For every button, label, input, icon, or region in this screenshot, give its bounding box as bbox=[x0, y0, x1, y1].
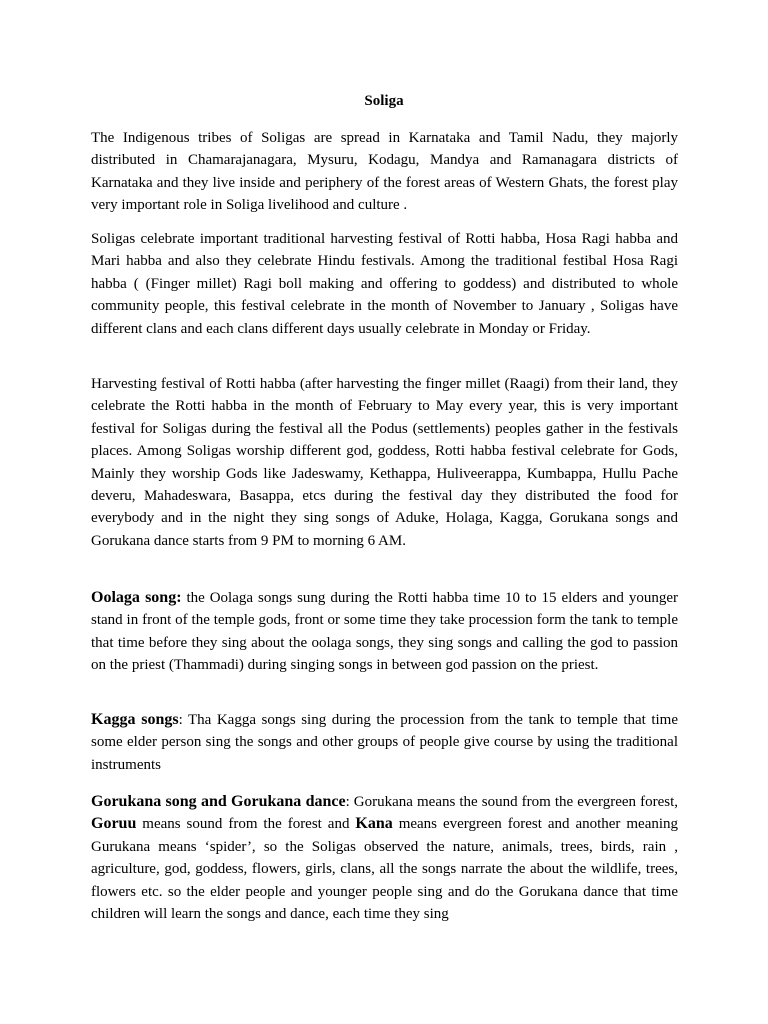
paragraph-festivals: Soligas celebrate important traditional harvesting festival of Rotti habba, Hosa Ragi habba and Mari habba and also they celebrate Hindu festivals. Among the traditional festibal Hosa Ragi habba ( (Finger millet) Ragi boll making and offering to goddess) and distributed to whole community people, this festival celebrate in the month of November to January , Soligas have different clans and each clans different days usually celebrate in Monday or Friday. bbox=[91, 231, 678, 337]
paragraph-oolaga-song bbox=[91, 587, 678, 677]
gorukana-term-goruu: Goruu bbox=[91, 815, 137, 833]
kagga-songs-heading: Kagga songs bbox=[91, 711, 179, 728]
gorukana-term-kana: Kana bbox=[355, 815, 393, 833]
paragraph-intro: The Indigenous tribes of Soligas are spread in Karnataka and Tamil Nadu, they majorly distributed in Chamarajanagara, Mysuru, Kodagu, Mandya and Ramanagara districts of Karnataka and they live inside and periphery of the forest areas of Western Ghats, the forest play very important role in Soliga livelihood and culture . bbox=[91, 130, 678, 214]
oolaga-song-heading: Oolaga song: bbox=[91, 589, 182, 606]
kagga-songs-text: : Tha Kagga songs sing during the procession from the tank to temple that time some elder person sing the songs and other groups of people give course by using the traditional instruments bbox=[91, 712, 679, 773]
paragraph-rotti-habba: Harvesting festival of Rotti habba (after harvesting the finger millet (Raagi) from their land, they celebrate the Rotti habba in the month of February to May every year, this is very important festival for Soligas during the festival all the Podus (settlements) peoples gather in the festivals places. Among Soligas worship different god, goddess, Rotti habba festival celebrate for Gods, Mainly they worship Gods like Jadeswamy, Kethappa, Huliveerappa, Kumbappa, Hullu Pache deveru, Mahadeswara, Basappa, etcs during the festival day they distributed the food for everybody and in the night they sing songs of Aduke, Holaga, Kagga, Gorukana songs and Gorukana dance starts from 9 PM to morning 6 AM. bbox=[91, 376, 678, 549]
gorukana-text-2: means sound from the forest and bbox=[136, 816, 356, 833]
paragraph-gorukana bbox=[91, 791, 678, 925]
oolaga-song-text: the Oolaga songs sung during the Rotti habba time 10 to 15 elders and younger stand in front of the temple gods, front or some time they take procession form the tank to temple that time before they sing about the oolaga songs, they sing songs and calling the god to passion on the priest (Thammadi) during singing songs in between god passion on the priest. bbox=[91, 590, 678, 674]
gorukana-text-3: means evergreen forest and another meaning Gurukana means ‘spider’, so the Soligas observed the nature, animals, trees, birds, rain , agriculture, god, goddess, flowers, girls, clans, all the songs narrate the about the wildlife, trees, flowers etc. so the elder people and younger people sing and do the Gorukana dance that time children will learn the songs and dance, each time they sing bbox=[91, 816, 679, 923]
document-title: Soliga bbox=[364, 93, 404, 109]
gorukana-heading: Gorukana song and Gorukana dance bbox=[91, 793, 346, 810]
gorukana-text-1: : Gorukana means the sound from the evergreen forest, bbox=[345, 794, 678, 810]
paragraph-kagga-songs bbox=[91, 709, 678, 776]
